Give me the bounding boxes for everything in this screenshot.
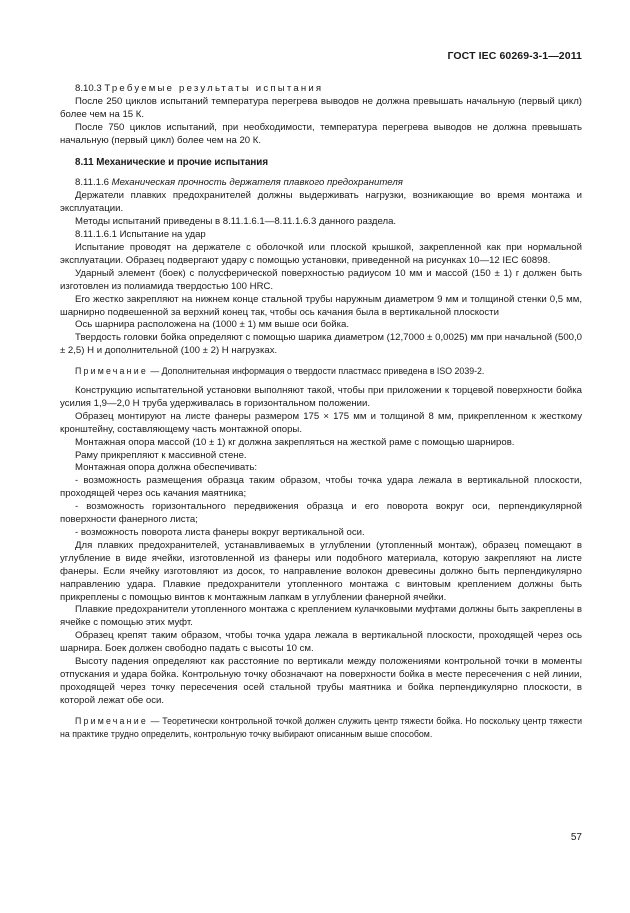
list-item: - возможность поворота листа фанеры вокруг вертикальной оси.: [75, 527, 365, 538]
paragraph: Образец крепят таким образом, чтобы точка удара лежала в вертикальной плоскости, проходящей через ось шарнира. Боек должен свободно падать с высоты 10 см.: [60, 630, 582, 655]
note-2: [60, 715, 582, 741]
paragraph: Держатели плавких предохранителей должны выдерживать нагрузки, возникающие во время монтажа и эксплуатации.: [60, 190, 582, 215]
list-item: - возможность размещения образца таким образом, чтобы точка удара лежала в вертикальной плоскости, проходящей через ось качания маятника;: [60, 475, 582, 500]
document-body: [60, 83, 582, 748]
paragraph: Монтажная опора должна обеспечивать:: [75, 462, 258, 474]
section-8-11-heading: 8.11 Механические и прочие испытания: [75, 156, 269, 168]
subsection-number: 8.11.1.6: [75, 177, 109, 189]
subsection-title: Требуемые результаты испытания: [104, 83, 324, 94]
document-code-header: ГОСТ IEC 60269-3-1—2011: [447, 50, 582, 62]
note-text: — Теоретически контрольной точкой должен служить центр тяжести бойка. Но поскольку центр тяжести на практике трудно определить, контрольную точку выбирают описанным выше способом.: [60, 715, 582, 739]
paragraph: После 250 циклов испытаний температура перегрева выводов не должна превышать начальную (первый цикл) более чем на 15 К.: [60, 95, 582, 120]
subsection-number: 8.10.3: [75, 83, 102, 94]
paragraph: Конструкцию испытательной установки выполняют такой, чтобы при приложении к торцевой поверхности бойка усилия 1,9—2,0 Н труба удерживалась в горизонтальном положении.: [60, 385, 582, 409]
paragraph: Плавкие предохранители утопленного монтажа с креплением кулачковыми муфтами должны быть закреплены в ячейке с помощью этих муфт.: [60, 604, 582, 629]
subsection-8-11-1-6-heading: [60, 177, 582, 190]
subsection-8-11-1-6-1-heading: 8.11.1.6.1 Испытание на удар: [75, 229, 206, 241]
subsection-title: Механическая прочность держателя плавкого предохранителя: [111, 177, 403, 189]
paragraph: Для плавких предохранителей, устанавливаемых в углублении (утопленный монтаж), образец помещают в углубление в виде ячейки, изготовленной из фанеры или подобного материала, которую закрепляют на листе фанеры. Если ячейку изготовляют из досок, то направление волокон древесины должно быть перпендикулярно направлению удара. Плавкие предохранители утопленного монтажа с винтовым креплением должны быть прикреплены с помощью винтов к монтажным лапкам в углублении фанерной ячейки.: [60, 539, 582, 603]
note-1: [60, 365, 582, 378]
note-label: Примечание: [75, 715, 148, 726]
page-number: 57: [570, 832, 582, 843]
paragraph: Образец монтируют на листе фанеры размером 175 × 175 мм и толщиной 8 мм, прикрепленном к жесткому кронштейну, составляющему часть монтажной опоры.: [60, 410, 582, 435]
subsection-8-10-3-heading: [60, 83, 582, 96]
paragraph: Методы испытаний приведены в 8.11.1.6.1—8.11.1.6.3 данного раздела.: [75, 216, 397, 228]
paragraph: Испытание проводят на держателе с оболочкой или плоской крышкой, закрепленной как при нормальной эксплуатации. Образец подвергают удару с помощью установки, приведенной на рисунках 10—12 IEC 60898.: [60, 241, 582, 266]
paragraph: Ударный элемент (боек) с полусферической поверхностью радиусом 10 мм и массой (150 ± 1) г должен быть изготовлен из полиамида твердостью 100 HRC.: [60, 267, 582, 292]
paragraph: Твердость головки бойка определяют с помощью шарика диаметром (12,7000 ± 0,0025) мм при начальной (500,0 ± 2,5) Н и дополнительной (100 ± 2) Н нагрузках.: [60, 332, 582, 357]
paragraph: Его жестко закрепляют на нижнем конце стальной трубы наружным диаметром 9 мм и толщиной стенки 0,5 мм, шарнирно подвешенной за верхний конец так, чтобы ось качания была в вертикальной плоскости: [60, 293, 582, 318]
paragraph: После 750 циклов испытаний, при необходимости, температура перегрева выводов не должна превышать начальную (первый цикл) более чем на 20 К.: [60, 121, 582, 146]
paragraph: Высоту падения определяют как расстояние по вертикали между положениями контрольной точки в моменты отпускания и удара бойка. Контрольную точку обозначают на поверхности бойка в месте пересечения с ней линии, проходящей через точку пересечения осей стальной трубы маятника и бойка перпендикулярно плоскости, в которой лежат обе оси.: [60, 656, 582, 706]
list-item: - возможность горизонтального передвижения образца и его поворота вокруг оси, перпендикулярной поверхности фанерного листа;: [60, 501, 582, 526]
note-text: — Дополнительная информация о твердости пластмасс приведена в ISO 2039-2.: [147, 366, 485, 377]
paragraph: Раму прикрепляют к массивной стене.: [75, 449, 247, 461]
paragraph: Ось шарнира расположена на (1000 ± 1) мм выше оси бойка.: [75, 319, 349, 331]
paragraph: Монтажная опора массой (10 ± 1) кг должна закрепляться на жесткой раме с помощью шарниров.: [75, 436, 515, 448]
note-label: Примечание: [75, 366, 148, 377]
